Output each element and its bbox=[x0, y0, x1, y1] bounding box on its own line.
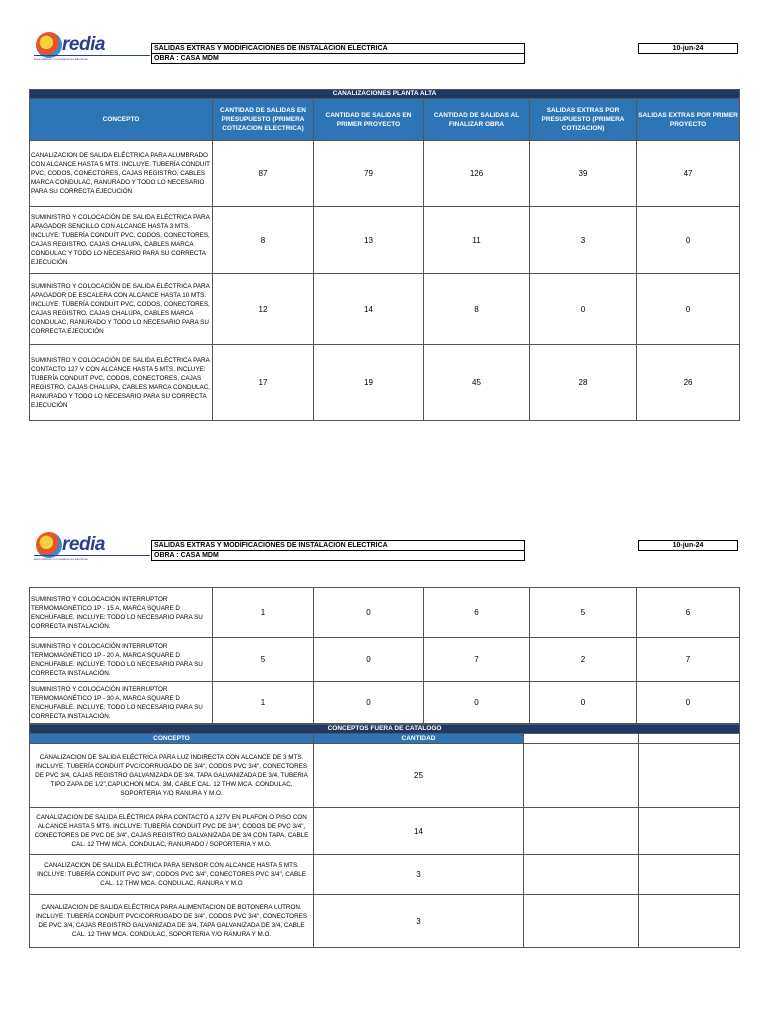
value-cell: 47 bbox=[637, 141, 740, 207]
col-header-budget: CANTIDAD DE SALIDAS EN PRESUPUESTO (PRIMERA COTIZACION ELECTRICA) bbox=[213, 99, 314, 141]
concept-cell: CANALIZACION DE SALIDA ELÉCTRICA PARA ALIMENTACION DE BOTONERA LUTRON. INCLUYE: TUBERÍA CONDUIT PVC/CORRUGADO DE 3/4", CODOS PVC 3/4", CONECTORES DE PVC 3/4, CAJAS REGISTRO GALVANIZADA DE 3/4, TAPA GALVANIZADA DE 3/4, CABLE CAL. 12 THW MCA. CONDULAC, SOPORTERIA Y/O RANURA Y M.O. bbox=[30, 895, 314, 948]
value-cell: 5 bbox=[530, 588, 637, 638]
table-row bbox=[30, 744, 740, 808]
sheet-title: SALIDAS EXTRAS Y MODIFICACIONES DE INSTALACION ELECTRICA bbox=[154, 542, 388, 549]
value-cell: 28 bbox=[530, 345, 637, 421]
empty-cell bbox=[524, 808, 639, 855]
company-logo bbox=[32, 30, 152, 76]
table-row bbox=[30, 345, 740, 421]
value-cell: 45 bbox=[424, 345, 530, 421]
logo-divider bbox=[34, 55, 150, 56]
value-cell: 0 bbox=[530, 274, 637, 345]
value-cell: 0 bbox=[637, 207, 740, 274]
concept-cell: SUMINISTRO Y COLOCACIÓN DE SALIDA ELÉCTRICA PARA CONTACTO 127 V CON ALCANCE HASTA 5 MTS. INCLUYE: TUBERÍA CONDUIT PVC, CODOS, CONECTORES, CAJAS REGISTRO, CAJAS CHALUPA, CABLES MARCA CONDULAC, RANURADO Y TODO LO NECESARIO PARA SU CORRECTA EJECUCIÓN bbox=[30, 345, 213, 421]
value-cell: 8 bbox=[213, 207, 314, 274]
table-row bbox=[30, 895, 740, 948]
quantity-cell: 3 bbox=[314, 855, 524, 895]
value-cell: 7 bbox=[424, 638, 530, 682]
sheet-date: 10-jun-24 bbox=[638, 540, 738, 551]
col-header-extra-project: SALIDAS EXTRAS POR PRIMER PROYECTO bbox=[637, 99, 740, 141]
col-header-quantity: CANTIDAD bbox=[314, 734, 524, 744]
empty-cell bbox=[639, 734, 740, 744]
value-cell: 14 bbox=[314, 274, 424, 345]
value-cell: 11 bbox=[424, 207, 530, 274]
empty-cell bbox=[639, 855, 740, 895]
sheet-date: 10-jun-24 bbox=[638, 43, 738, 54]
value-cell: 8 bbox=[424, 274, 530, 345]
value-cell: 6 bbox=[637, 588, 740, 638]
value-cell: 6 bbox=[424, 588, 530, 638]
value-cell: 0 bbox=[314, 682, 424, 724]
col-header-first-project: CANTIDAD DE SALIDAS EN PRIMER PROYECTO bbox=[314, 99, 424, 141]
sheet-title: SALIDAS EXTRAS Y MODIFICACIONES DE INSTALACION ELECTRICA bbox=[154, 45, 388, 52]
section3-table bbox=[29, 724, 740, 948]
concept-cell: CANALIZACION DE SALIDA ELÉCTRICA PARA LUZ INDIRECTA CON ALCANCE DE 3 MTS. INCLUYE: TUBERÍA CONDUIT PVC/CORRUGADO DE 3/4", CODOS PVC 3/4", CONECTORES DE PVC 3/4, CAJAS REGISTRO GALVANIZADA DE 3/4, TAPA GALVANIZADA DE 3/4, TUBERIA TIPO ZAPA DE 1/2",CAPUCHON MCA. 3M, CABLE CAL. 12 THW MCA. CONDULAC, SOPORTERIA Y/O RANURA Y M.O. bbox=[30, 744, 314, 808]
col-header-extra-budget: SALIDAS EXTRAS POR PRESUPUESTO (PRIMERA COTIZACION) bbox=[530, 99, 637, 141]
concept-cell: CANALIZACION DE SALIDA ELÉCTRICA PARA CONTACTO A 127V EN PLAFON O PISO CON ALCANCE HASTA 5 MTS. INCLUYE: TUBERÍA CONDUIT PVC DE 3/4", CODOS DE PVC 3/4", CONECTORES DE PVC DE 3/4", CAJAS REGISTRO GALVANIZADA DE 3/4 CON TAPA, CABLE CAL. 12 THW MCA. CONDULAC, RANURADO / SOPORTERIA Y M.O. bbox=[30, 808, 314, 855]
value-cell: 126 bbox=[424, 141, 530, 207]
value-cell: 0 bbox=[314, 638, 424, 682]
table-row bbox=[30, 207, 740, 274]
company-tagline: Especialistas en Instalaciones Eléctricas bbox=[34, 57, 88, 61]
table-row bbox=[30, 682, 740, 724]
concept-cell: SUMINISTRO Y COLOCACIÓN DE SALIDA ELÉCTRICA PARA APAGADOR DE ESCALERA CON ALCANCE HASTA 10 MTS. INCLUYE: TUBERÍA CONDUIT PVC, CODOS, CONECTORES, CAJAS REGISTRO, CAJAS CHALUPA, CABLES MARCA CONDULAC, RANURADO Y TODO LO NECESARIO PARA SU CORRECTA EJECUCIÓN bbox=[30, 274, 213, 345]
section1-caption: CANALIZACIONES PLANTA ALTA bbox=[30, 90, 740, 99]
company-name: redia bbox=[62, 34, 105, 55]
value-cell: 2 bbox=[530, 638, 637, 682]
empty-cell bbox=[524, 855, 639, 895]
value-cell: 5 bbox=[213, 638, 314, 682]
table-row bbox=[30, 638, 740, 682]
empty-cell bbox=[639, 744, 740, 808]
concept-cell: CANALIZACION DE SALIDA ELÉCTRICA PARA SENSOR CON ALCANCE HASTA 5 MTS. INCLUYE: TUBERÍA CONDUIT PVC 3/4", CODOS PVC 3/4", CONECTORES PVC 3/4", CABLE CAL. 12 THW MCA. CONDULAC, RANURA Y M.O bbox=[30, 855, 314, 895]
empty-cell bbox=[524, 734, 639, 744]
value-cell: 0 bbox=[314, 588, 424, 638]
value-cell: 79 bbox=[314, 141, 424, 207]
table-row bbox=[30, 274, 740, 345]
value-cell: 87 bbox=[213, 141, 314, 207]
value-cell: 17 bbox=[213, 345, 314, 421]
value-cell: 3 bbox=[530, 207, 637, 274]
value-cell: 0 bbox=[424, 682, 530, 724]
table-row bbox=[30, 588, 740, 638]
value-cell: 39 bbox=[530, 141, 637, 207]
empty-cell bbox=[639, 808, 740, 855]
section3-caption: CONCEPTOS FUERA DE CATALOGO bbox=[30, 725, 740, 734]
value-cell: 12 bbox=[213, 274, 314, 345]
company-tagline: Especialistas en Instalaciones Eléctricas bbox=[34, 557, 88, 561]
table-row bbox=[30, 855, 740, 895]
concept-cell: SUMINISTRO Y COLOCACIÓN INTERRUPTOR TERMOMAGNÉTICO 1P - 30 A, MARCA SQUARE D ENCHUFABLE. INCLUYE: TODO LO NECESARIO PARA SU CORRECTA INSTALACIÓN. bbox=[30, 682, 213, 724]
value-cell: 19 bbox=[314, 345, 424, 421]
concept-cell: SUMINISTRO Y COLOCACIÓN INTERRUPTOR TERMOMAGNÉTICO 1P - 15 A, MARCA SQUARE D ENCHUFABLE. INCLUYE: TODO LO NECESARIO PARA SU CORRECTA INSTALACIÓN. bbox=[30, 588, 213, 638]
sheet-header-box bbox=[151, 540, 525, 561]
concept-cell: SUMINISTRO Y COLOCACIÓN INTERRUPTOR TERMOMAGNÉTICO 1P - 20 A, MARCA SQUARE D ENCHUFABLE. INCLUYE: TODO LO NECESARIO PARA SU CORRECTA INSTALACIÓN. bbox=[30, 638, 213, 682]
concept-cell: CANALIZACION DE SALIDA ELÉCTRICA PARA ALUMBRADO CON ALCANCE HASTA 5 MTS. INCLUYE: TUBERÍA CONDUIT PVC, CODOS, CONECTORES, CAJAS REGISTRO, CABLES MARCA CONDULAC, RANURADO Y TODO LO NECESARIO PARA SU CORRECTA EJECUCIÓN bbox=[30, 141, 213, 207]
value-cell: 1 bbox=[213, 682, 314, 724]
quantity-cell: 25 bbox=[314, 744, 524, 808]
logo-divider bbox=[34, 555, 150, 556]
value-cell: 7 bbox=[637, 638, 740, 682]
value-cell: 1 bbox=[213, 588, 314, 638]
company-logo bbox=[32, 530, 152, 576]
value-cell: 0 bbox=[637, 682, 740, 724]
section1-table bbox=[29, 89, 740, 421]
company-name: redia bbox=[62, 534, 105, 555]
empty-cell bbox=[524, 744, 639, 808]
sheet-header-box bbox=[151, 43, 525, 64]
empty-cell bbox=[639, 895, 740, 948]
value-cell: 13 bbox=[314, 207, 424, 274]
value-cell: 0 bbox=[637, 274, 740, 345]
col-header-concept: CONCEPTO bbox=[30, 99, 213, 141]
quantity-cell: 14 bbox=[314, 808, 524, 855]
sheet-work: OBRA : CASA MDM bbox=[152, 550, 524, 560]
col-header-concept: CONCEPTO bbox=[30, 734, 314, 744]
table-row bbox=[30, 808, 740, 855]
empty-cell bbox=[524, 895, 639, 948]
quantity-cell: 3 bbox=[314, 895, 524, 948]
table-row bbox=[30, 141, 740, 207]
col-header-final: CANTIDAD DE SALIDAS AL FINALIZAR OBRA bbox=[424, 99, 530, 141]
value-cell: 0 bbox=[530, 682, 637, 724]
section2-table bbox=[29, 587, 740, 724]
sheet-work: OBRA : CASA MDM bbox=[152, 53, 524, 63]
value-cell: 26 bbox=[637, 345, 740, 421]
concept-cell: SUMINISTRO Y COLOCACIÓN DE SALIDA ELÉCTRICA PARA APAGADOR SENCILLO CON ALCANCE HASTA 3 MTS. INCLUYE: TUBERÍA CONDUIT PVC, CODOS, CONECTORES, CAJAS REGISTRO, CAJAS CHALUPA, CABLES MARCA CONDULAC Y TODO LO NECESARIO PARA SU CORRECTA EJECUCIÓN bbox=[30, 207, 213, 274]
